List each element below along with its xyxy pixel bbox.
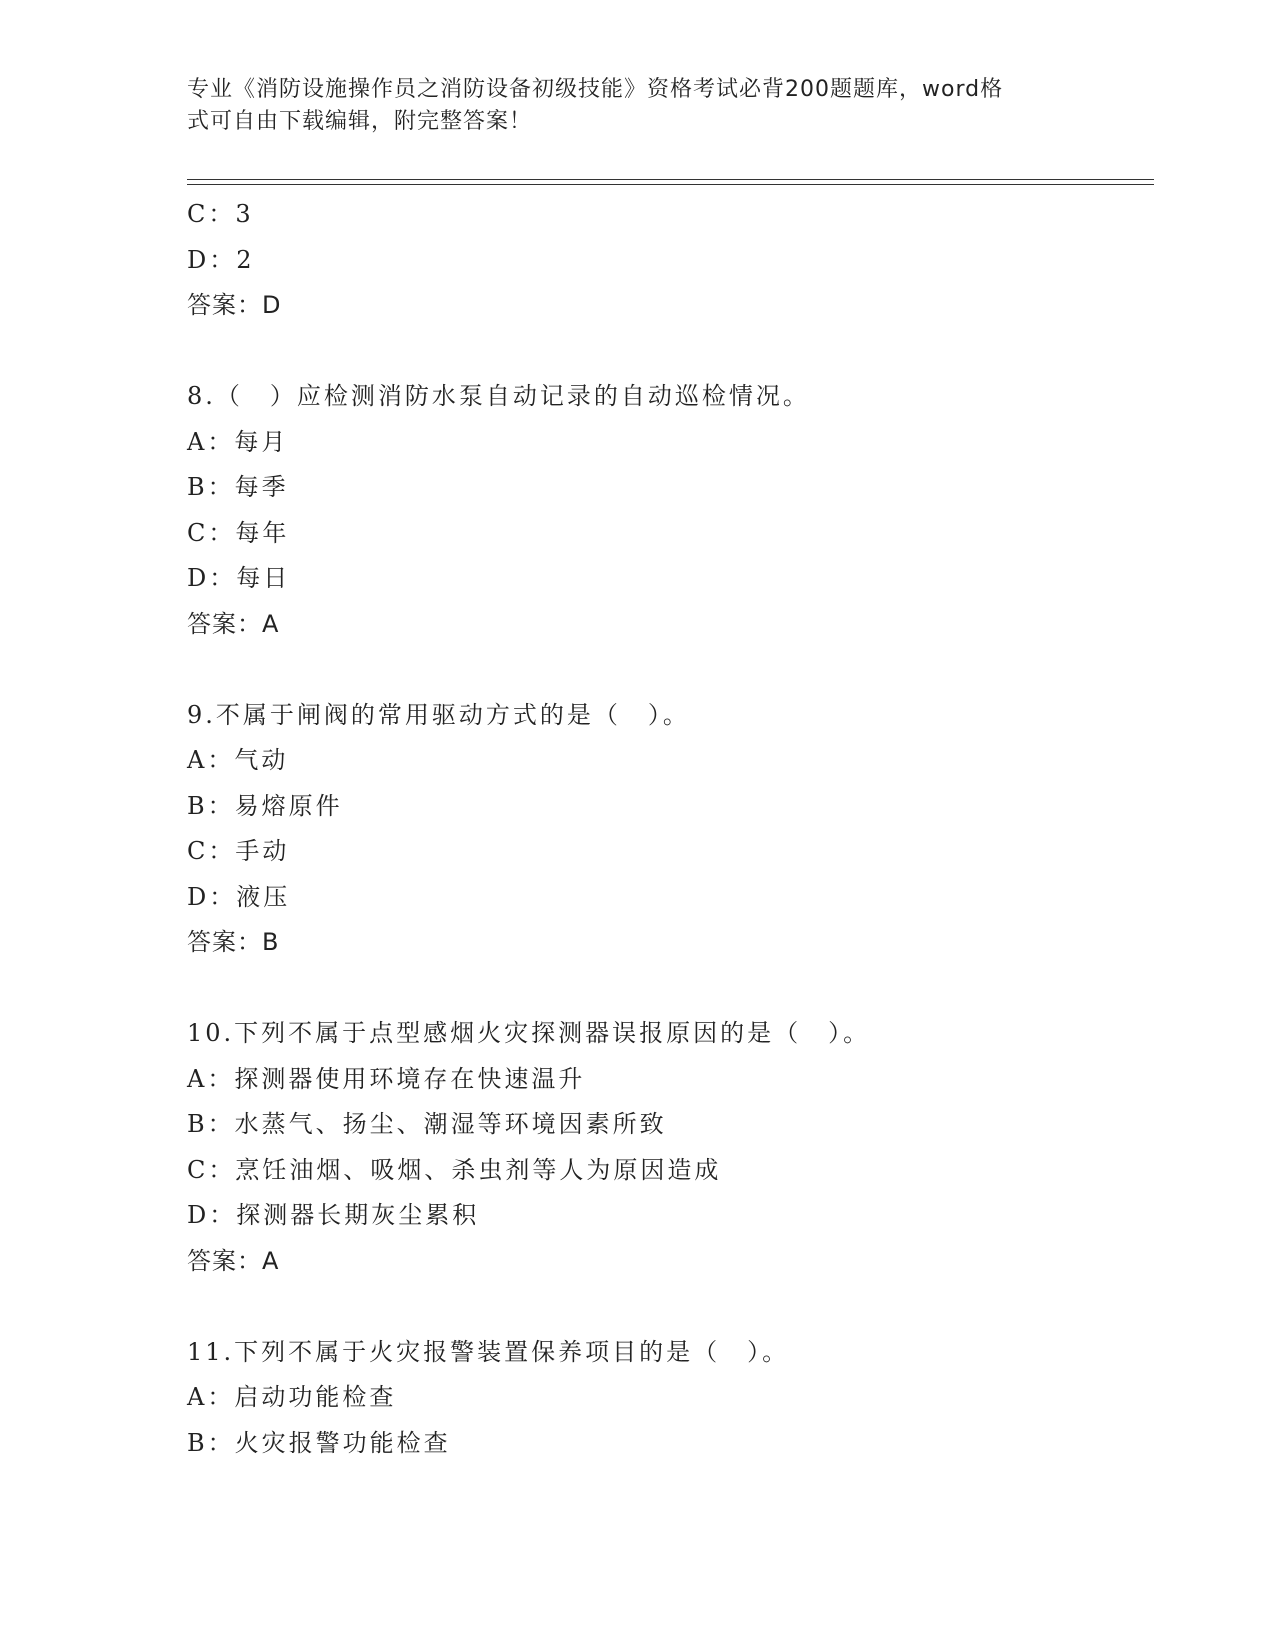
option-a: A：每月 bbox=[187, 427, 289, 456]
option-a: A：气动 bbox=[187, 746, 289, 774]
document-header bbox=[187, 74, 1067, 138]
answer-line: 答案：D bbox=[187, 291, 282, 319]
spacer bbox=[187, 966, 1147, 1012]
header-divider-top bbox=[187, 179, 1154, 180]
question-stem: 10.下列不属于点型感烟火灾探测器误报原因的是（ ）。 bbox=[187, 1019, 871, 1047]
question-11 bbox=[187, 1330, 1147, 1467]
option-b: B：水蒸气、扬尘、潮湿等环境因素所致 bbox=[187, 1110, 667, 1138]
option-c: C：每年 bbox=[187, 518, 290, 547]
spacer bbox=[187, 329, 1147, 375]
question-10 bbox=[187, 1011, 1147, 1330]
question-8 bbox=[187, 374, 1147, 693]
option-a: A：启动功能检查 bbox=[187, 1383, 397, 1411]
option-a: A：探测器使用环境存在快速温升 bbox=[187, 1064, 586, 1093]
option-d: D：液压 bbox=[187, 882, 291, 911]
option-c: C：烹饪油烟、吸烟、杀虫剂等人为原因造成 bbox=[187, 1155, 722, 1184]
question-stem: 8.（ ）应检测消防水泵自动记录的自动巡检情况。 bbox=[187, 382, 810, 410]
option-d: D：2 bbox=[187, 245, 255, 274]
option-d: D：探测器长期灰尘累积 bbox=[187, 1201, 480, 1229]
question-9 bbox=[187, 693, 1147, 1012]
question-list bbox=[187, 192, 1147, 1466]
option-c: C：手动 bbox=[187, 837, 290, 865]
header-title-line-2: 式可自由下载编辑，附完整答案！ bbox=[187, 109, 533, 134]
option-b: B：易熔原件 bbox=[187, 791, 343, 820]
question-stem: 11.下列不属于火灾报警装置保养项目的是（ ）。 bbox=[187, 1337, 790, 1366]
answer-line: 答案：B bbox=[187, 928, 280, 956]
header-divider-bottom bbox=[187, 184, 1154, 185]
spacer bbox=[187, 647, 1147, 693]
option-c: C：3 bbox=[187, 200, 254, 228]
header-title-line-1: 专业《消防设施操作员之消防设备初级技能》资格考试必背200题题库，word格 bbox=[187, 77, 1004, 102]
previous-question-tail bbox=[187, 192, 1147, 374]
option-d: D：每日 bbox=[187, 564, 291, 592]
option-b: B：每季 bbox=[187, 473, 289, 501]
answer-line: 答案：A bbox=[187, 1246, 280, 1275]
option-b: B：火灾报警功能检查 bbox=[187, 1428, 451, 1457]
spacer bbox=[187, 1284, 1147, 1330]
question-stem: 9.不属于闸阀的常用驱动方式的是（ ）。 bbox=[187, 700, 690, 729]
answer-line: 答案：A bbox=[187, 609, 280, 638]
